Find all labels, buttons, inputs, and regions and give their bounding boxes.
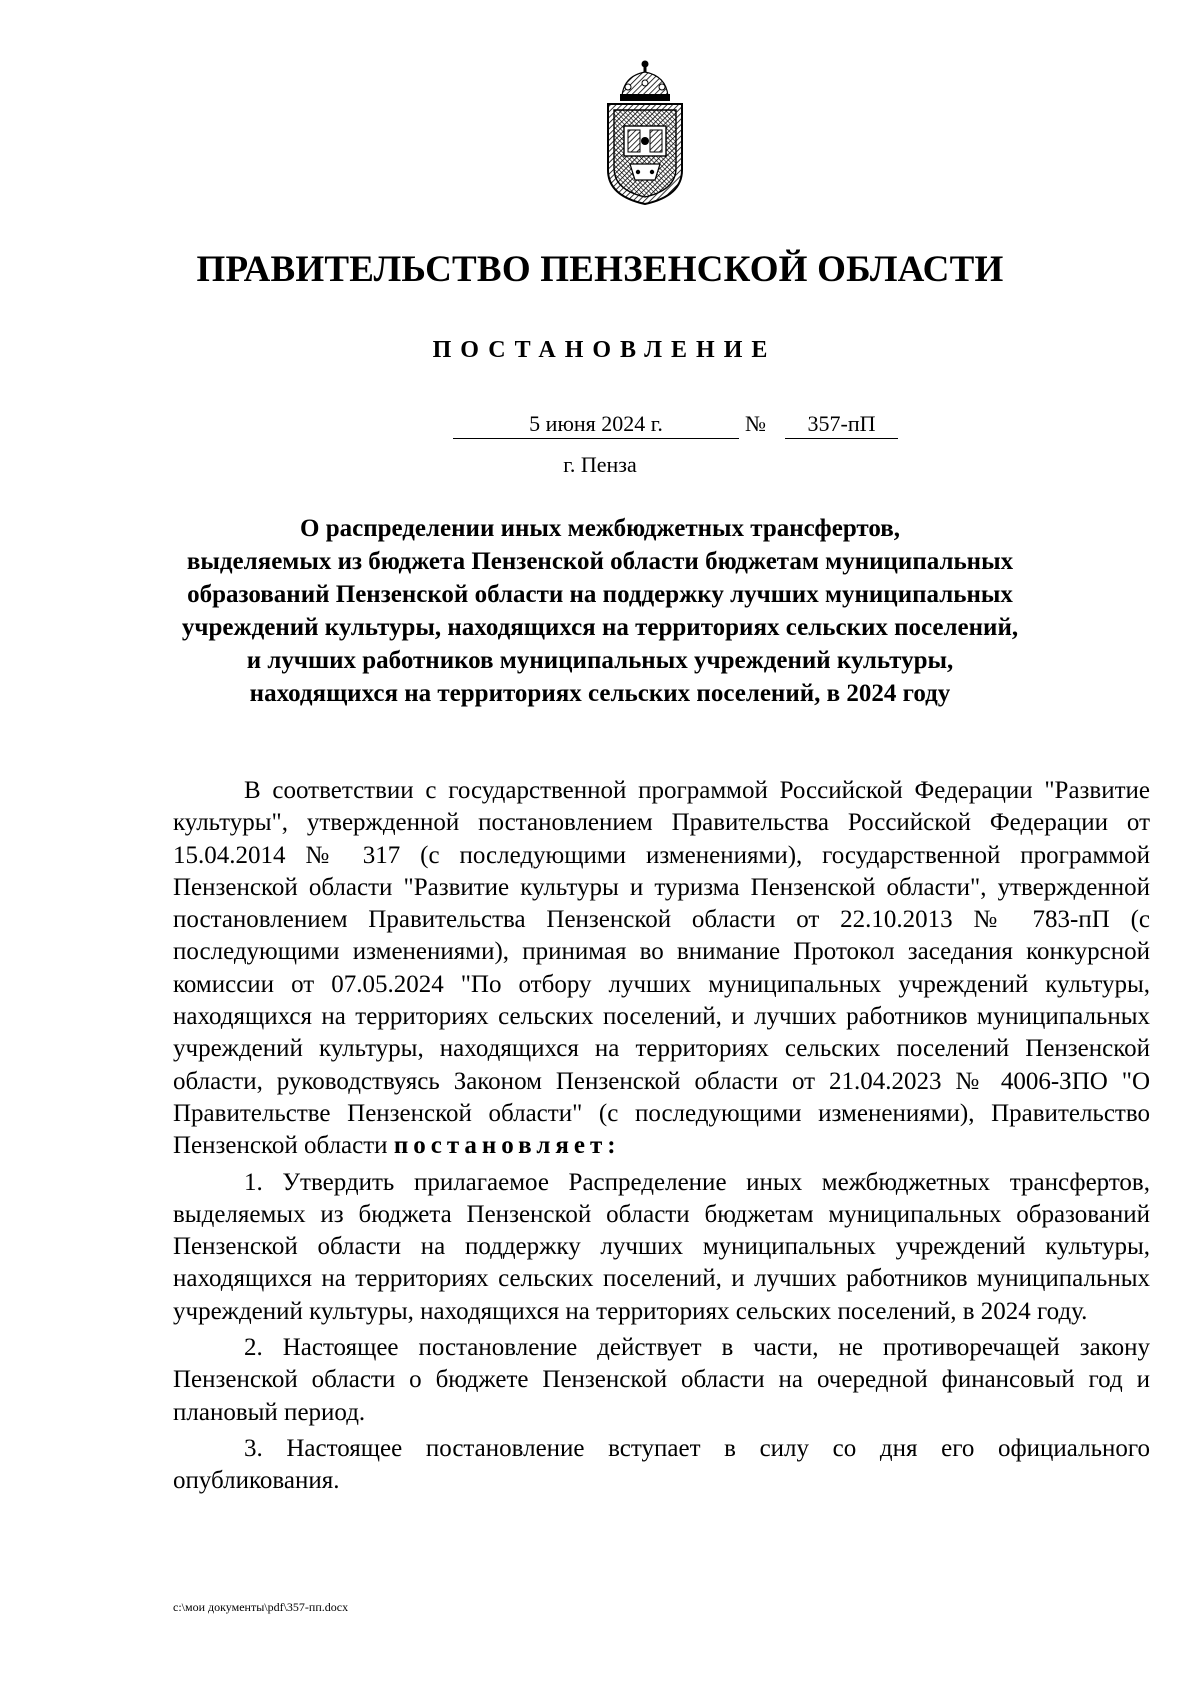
subject-line: выделяемых из бюджета Пензенской области бюджетам муниципальных [186,548,1014,575]
city: г. Пенза [563,452,637,477]
subject-line: О распределении иных межбюджетных трансфертов, [300,515,900,542]
item-3: 3. Настоящее постановление вступает в силу со дня его официального опубликования. [173,1434,1150,1495]
subject-line: находящихся на территориях сельских поселений, в 2024 году [249,680,951,707]
preamble-text: В соответствии с государственной программой Российской Федерации "Развитие культуры", утвержденной постановлением Правительства Российской Федерации от 15.04.2014 № 317 (с последующими изменениями), государственной программой Пензенской области "Развитие культуры и туризма Пензенской области", утвержденной постановлением Правительства Пензенской области от 22.10.2013 № 783-пП (с последующими изменениями), принимая во внимание Протокол заседания конкурсной комиссии от 07.05.2024 "По отбору лучших муниципальных учреждений культуры, находящихся на территориях сельских поселений, и лучших работников муниципальных учреждений культуры, находящихся на территориях сельских поселений Пензенской области, руководствуясь Законом Пензенской области от 21.04.2023 № 4006-ЗПО "О Правительстве Пензенской области" (с последующими изменениями), Правительство Пензенской области [173,777,1150,1160]
resolves-word: постановляет: [393,1132,621,1160]
government-name: ПРАВИТЕЛЬСТВО ПЕНЗЕНСКОЙ ОБЛАСТИ [196,249,1004,290]
document-date: 5 июня 2024 г. [453,411,739,439]
file-path-footer: c:\мои документы\pdf\357-пп.docx [173,1600,349,1614]
document-type: ПОСТАНОВЛЕНИЕ [432,337,777,363]
document-subject [150,512,1050,710]
document-number: 357-пП [785,411,898,439]
number-sign: № [745,411,766,436]
subject-line: и лучших работников муниципальных учреждений культуры, [246,647,954,674]
item-2: 2. Настоящее постановление действует в части, не противоречащей закону Пензенской области о бюджете Пензенской области на очередной финансовый год и плановый период. [173,1334,1150,1426]
subject-line: образований Пензенской области на поддержку лучших муниципальных [187,581,1013,608]
item-1: 1. Утвердить прилагаемое Распределение иных межбюджетных трансфертов, выделяемых из бюджета Пензенской области бюджетам муниципальных образований Пензенской области на поддержку лучших муниципальных учреждений культуры, находящихся на территориях сельских поселений, и лучших работников муниципальных учреждений культуры, находящихся на территориях сельских поселений, в 2024 году. [173,1168,1150,1325]
coat-of-arms-icon [600,58,690,208]
document-body [173,775,1150,1498]
preamble-paragraph [173,775,1150,1163]
subject-line: учреждений культуры, находящихся на территориях сельских поселений, [181,614,1019,641]
